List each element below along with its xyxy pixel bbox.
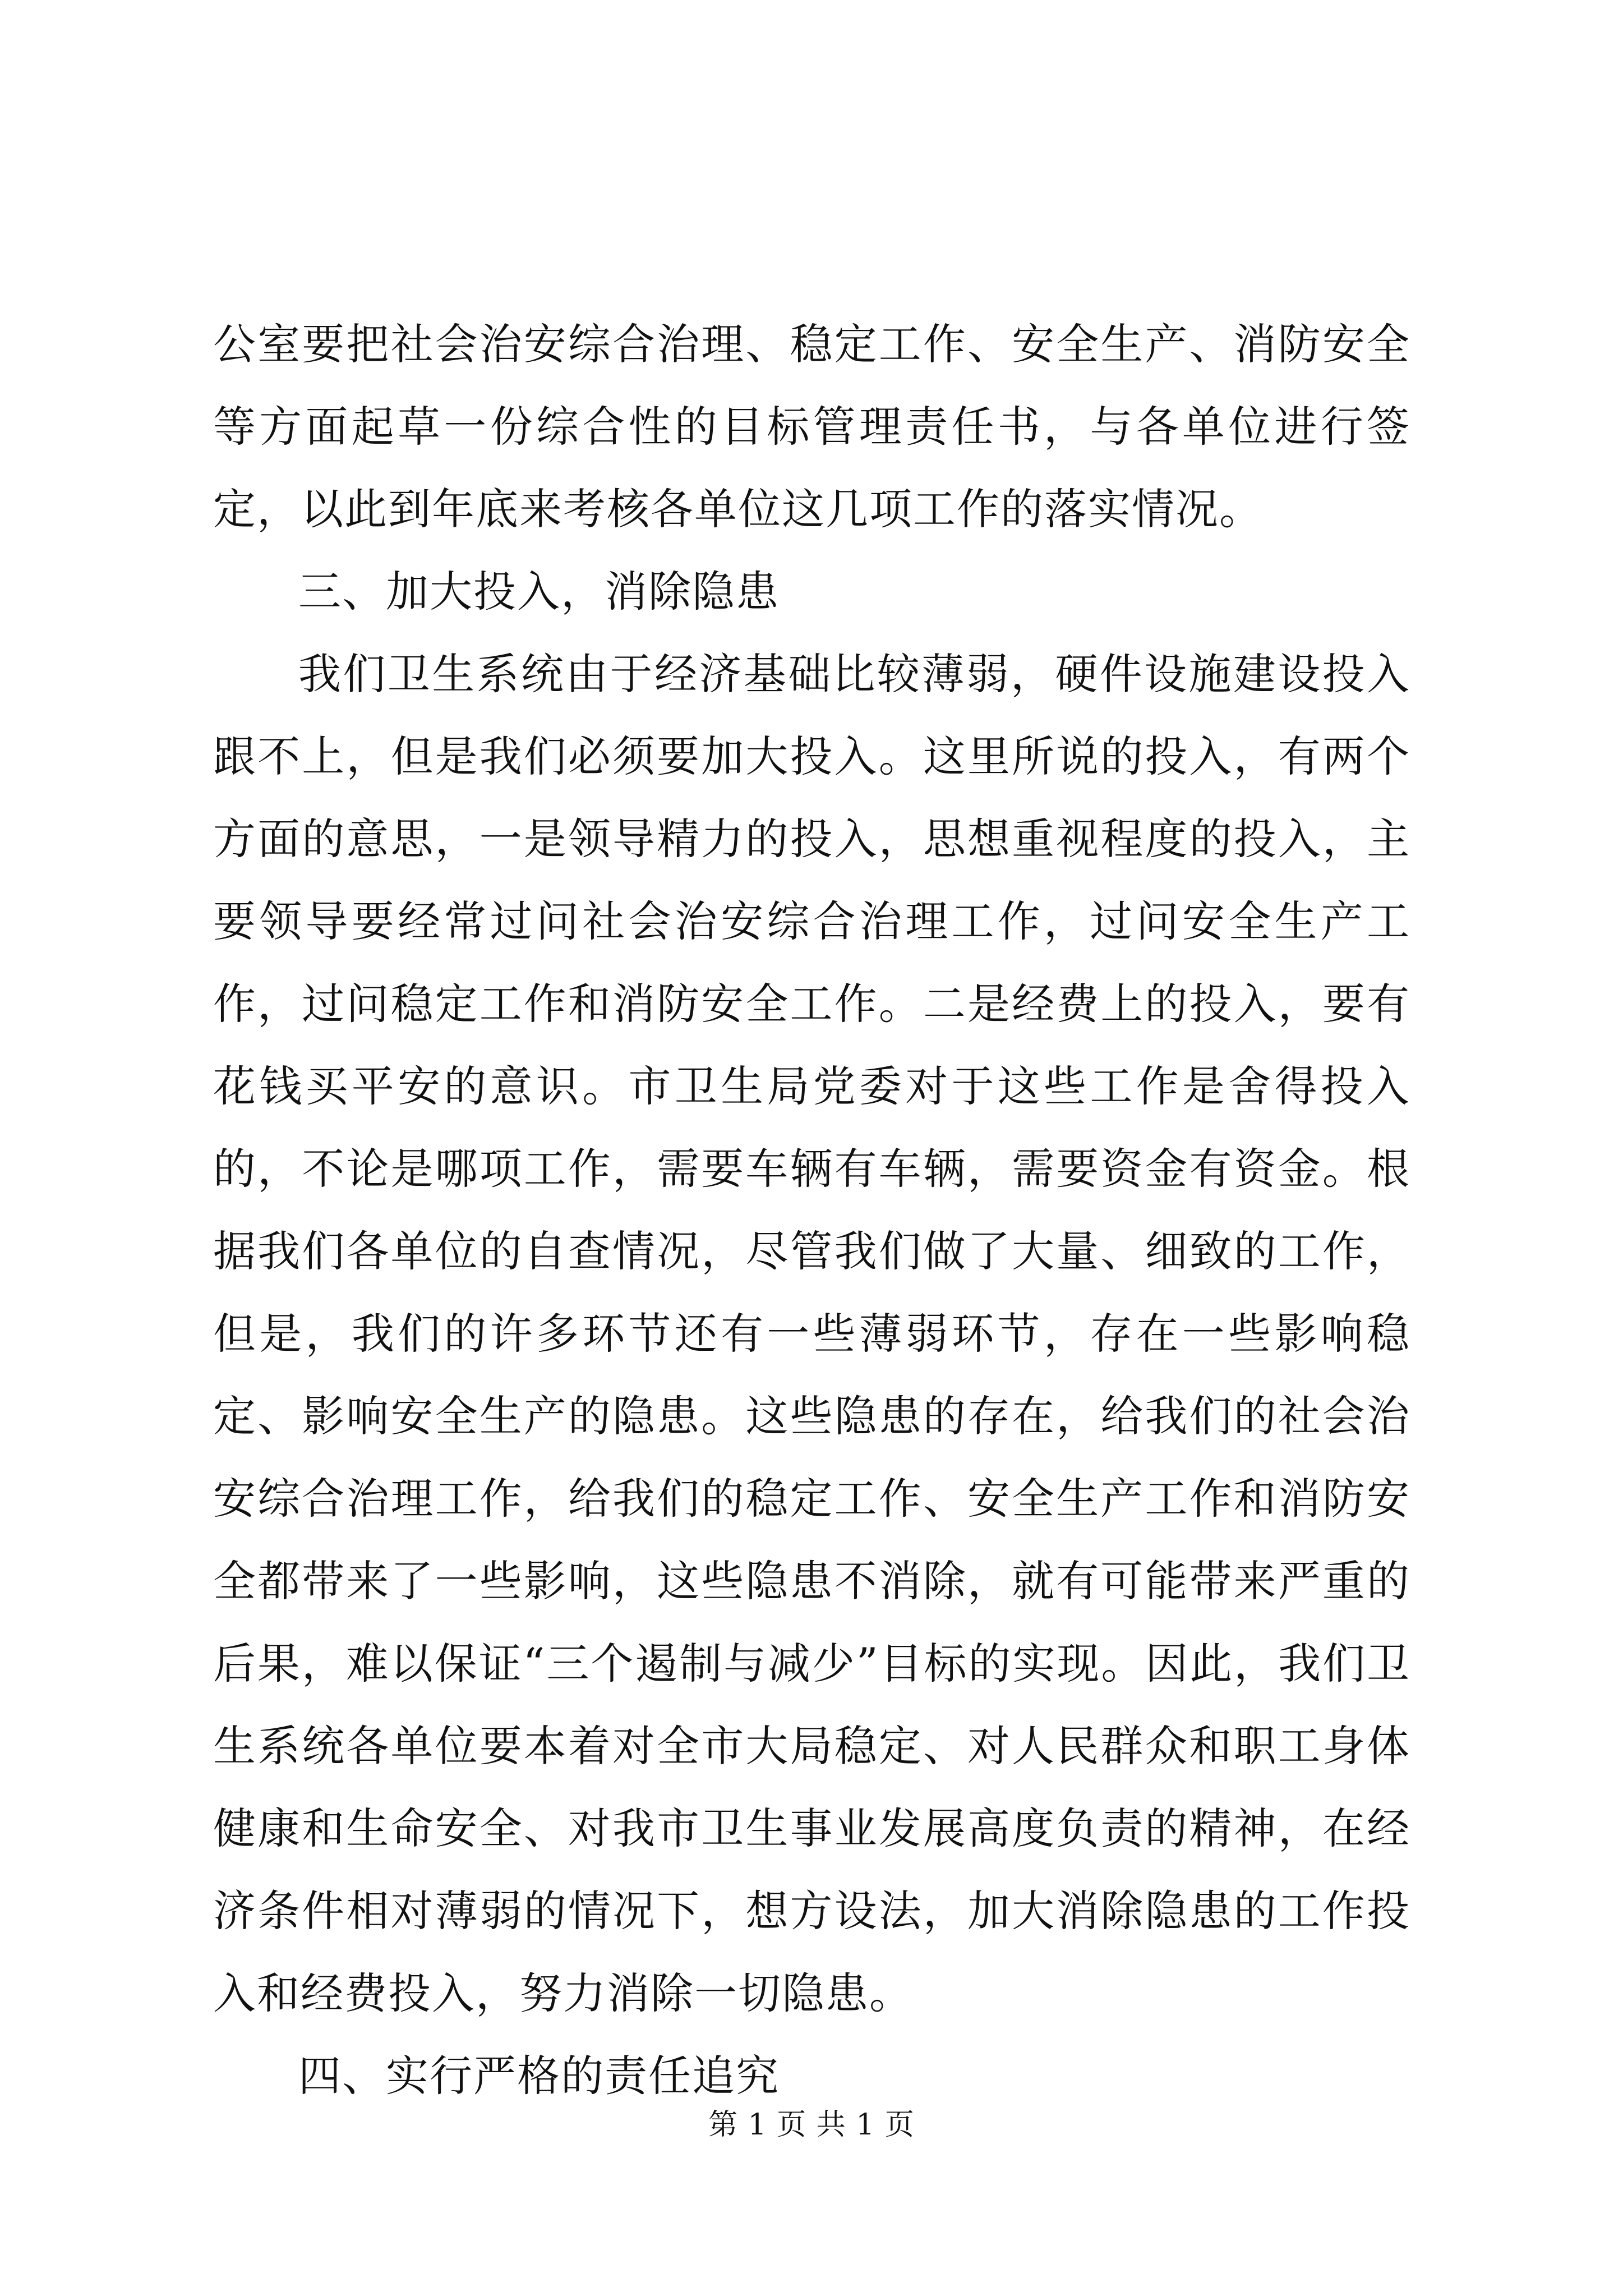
section-heading-4: 四、实行严格的责任追究 (298, 2051, 780, 2101)
paragraph-continuation: 公室要把社会治安综合治理、稳定工作、安全生产、消防安全等方面起草一份综合性的目标管理责任书，与各单位进行签定，以此到年底来考核各单位这几项工作的落实情况。 (213, 319, 1410, 534)
section-heading-3: 三、加大投入，消除隐患 (298, 567, 780, 616)
paragraph-body: 我们卫生系统由于经济基础比较薄弱，硬件设施建设投入跟不上，但是我们必须要加大投入。这里所说的投入，有两个方面的意思，一是领导精力的投入，思想重视程度的投入，主要领导要经常过问社会治安综合治理工作，过问安全生产工作，过问稳定工作和消防安全工作。二是经费上的投入，要有花钱买平安的意识。市卫生局党委对于这些工作是舍得投入的，不论是哪项工作，需要车辆有车辆，需要资金有资金。根据我们各单位的自查情况，尽管我们做了大量、细致的工作，但是，我们的许多环节还有一些薄弱环节，存在一些影响稳定、影响安全生产的隐患。这些隐患的存在，给我们的社会治安综合治理工作，给我们的稳定工作、安全生产工作和消防安全都带来了一些影响，这些隐患不消除，就有可能带来严重的后果，难以保证“三个遏制与减少”目标的实现。因此，我们卫生系统各单位要本着对全市大局稳定、对人民群众和职工身体健康和生命安全、对我市卫生事业发展高度负责的精神，在经济条件相对薄弱的情况下，想方设法，加大消除隐患的工作投入和经费投入，努力消除一切隐患。 (213, 649, 1410, 2018)
document-body (213, 303, 1410, 2117)
page-footer: 第 1 页 共 1 页 (708, 2108, 915, 2142)
